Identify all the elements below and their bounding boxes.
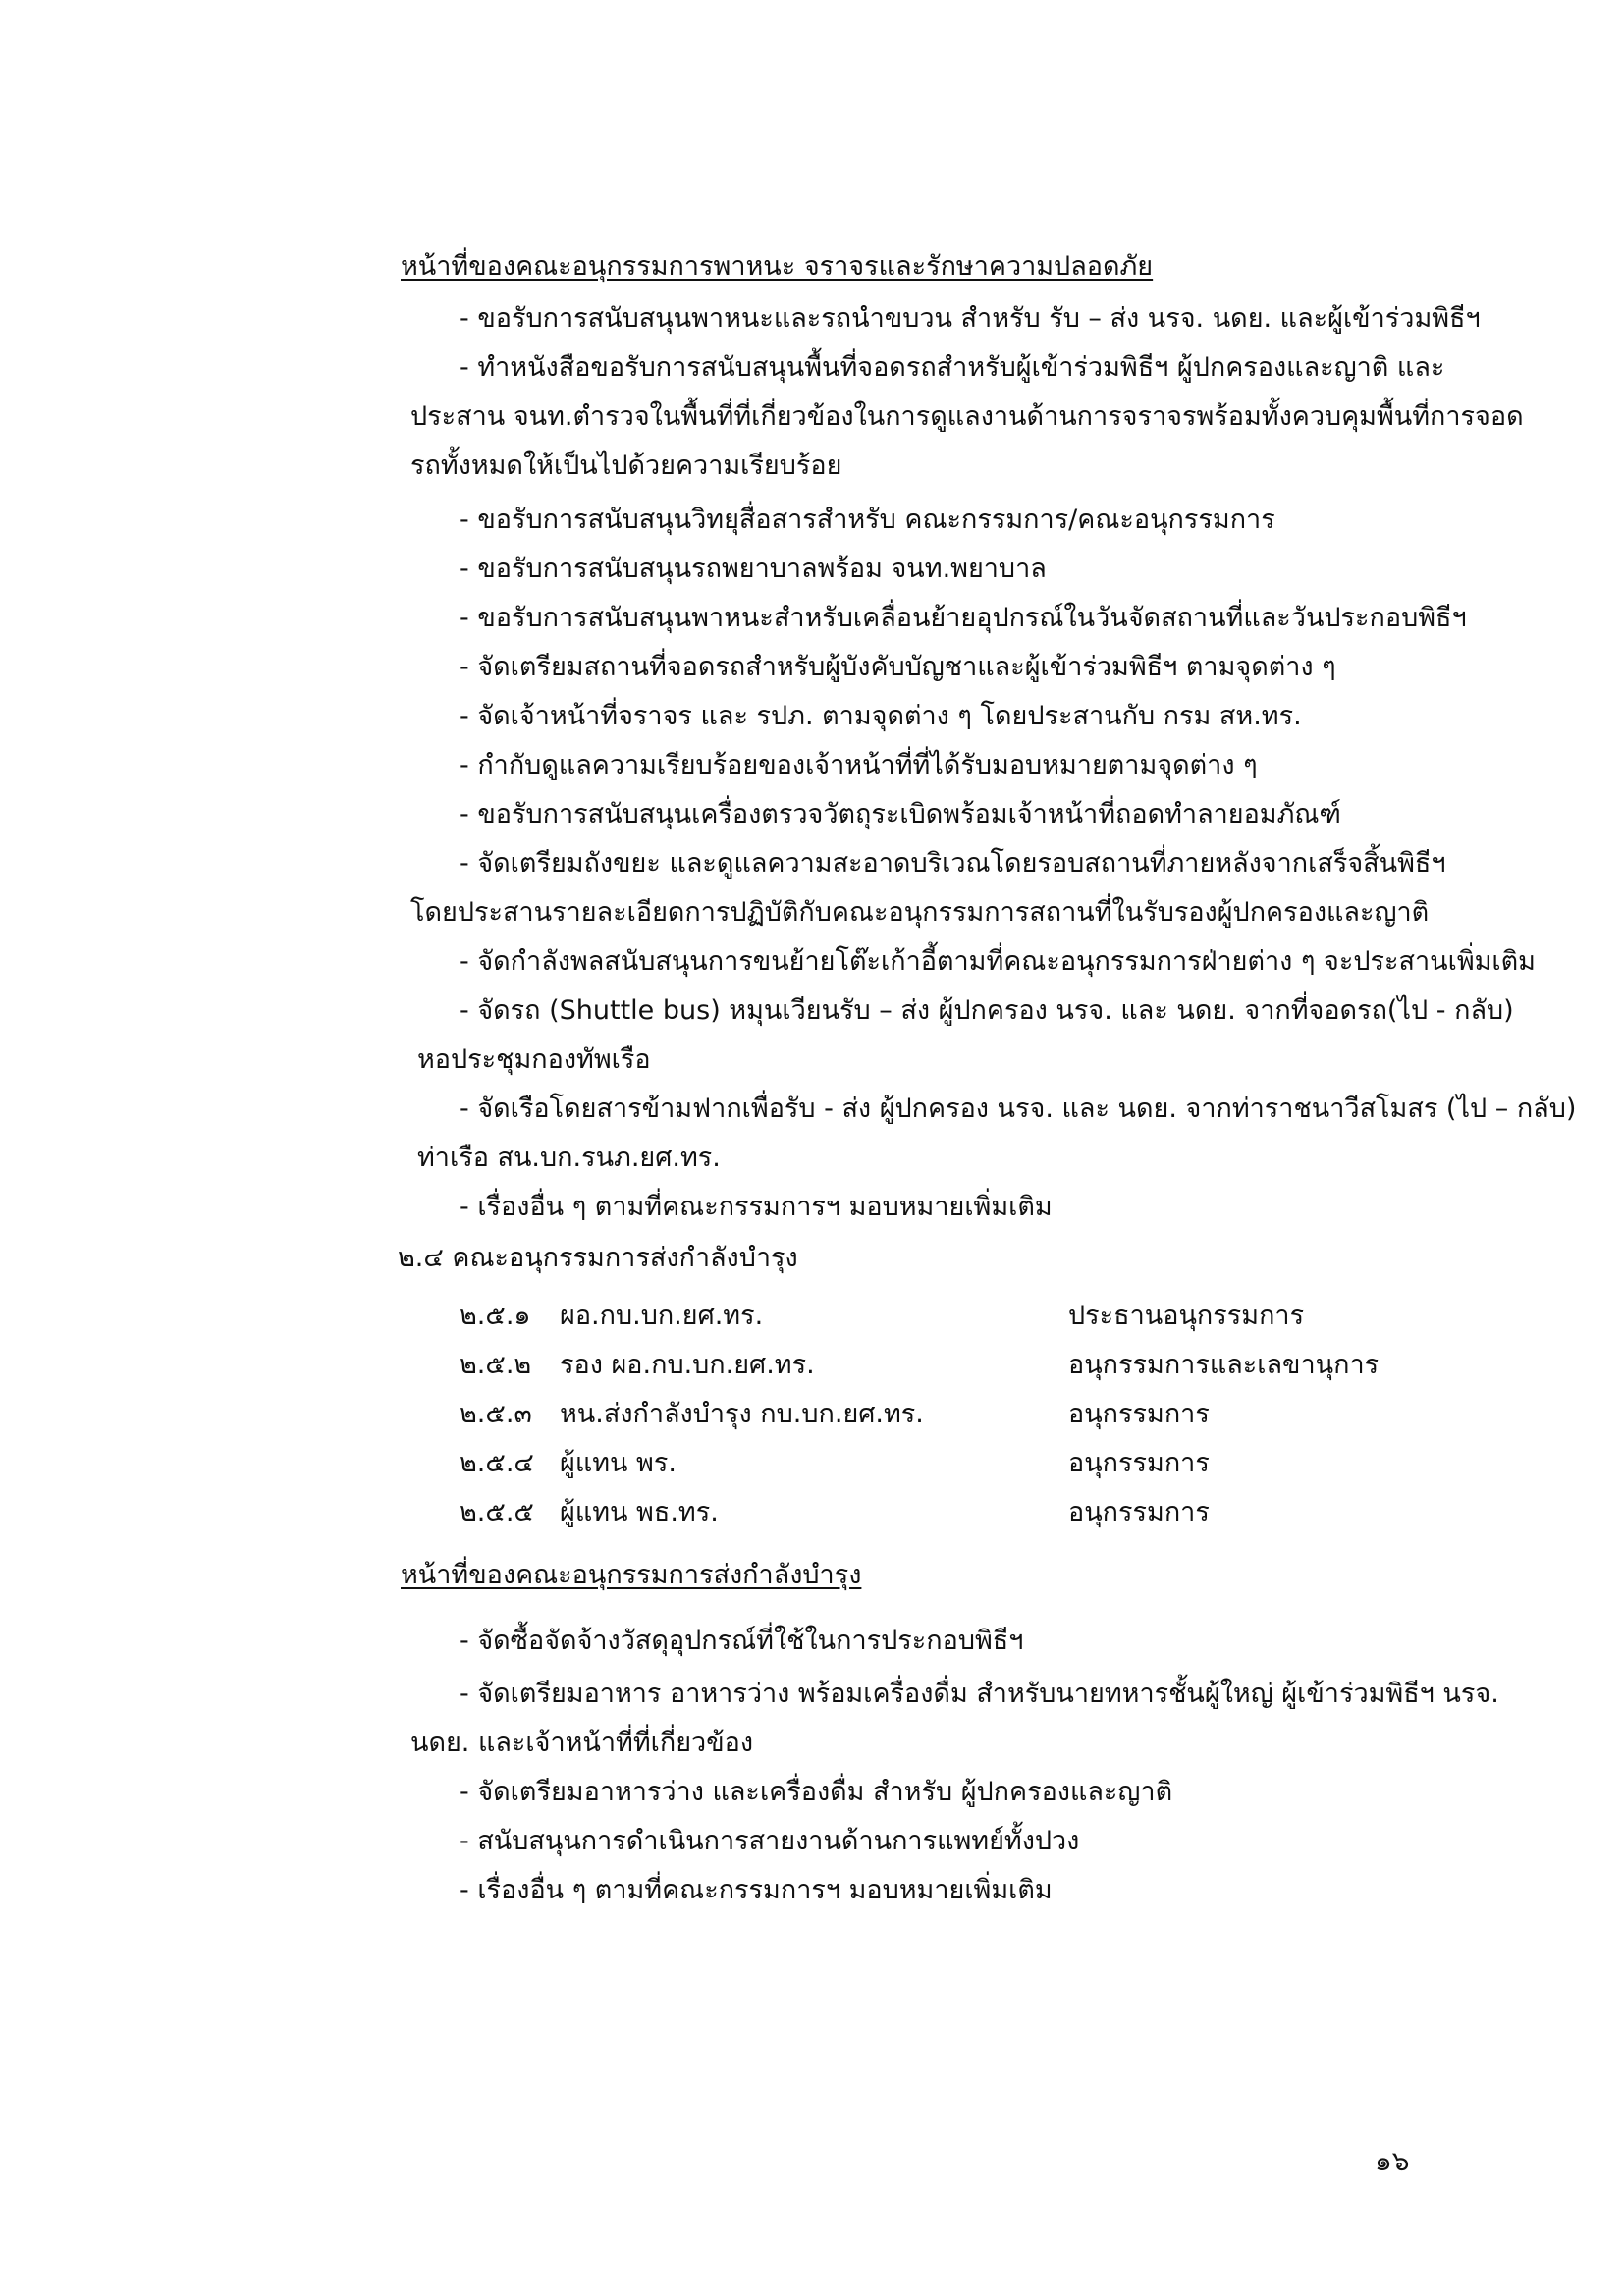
supply-duty-line: นดย. และเจ้าหน้าที่ที่เกี่ยวข้อง (410, 1728, 754, 1758)
transport-duty-line: - จัดเจ้าหน้าที่จราจร และ รปภ. ตามจุดต่าง ๆ โดยประสานกับ กรม สห.ทร. (460, 701, 1302, 731)
transport-duty-line: - ขอรับการสนับสนุนพาหนะและรถนำขบวน สำหรับ รับ – ส่ง นรจ. นดย. และผู้เข้าร่วมพิธีฯ (460, 303, 1481, 334)
supply-section-title: ๒.๔ คณะอนุกรรมการส่งกำลังบำรุง (398, 1243, 798, 1273)
member-number: ๒.๕.๔ (460, 1448, 534, 1478)
member-number: ๒.๕.๒ (460, 1350, 532, 1380)
transport-duty-line: - ขอรับการสนับสนุนพาหนะสำหรับเคลื่อนย้ายอุปกรณ์ในวันจัดสถานที่และวันประกอบพิธีฯ (460, 603, 1467, 633)
member-role: อนุกรรมการ (1068, 1497, 1210, 1527)
transport-duties-heading: หน้าที่ของคณะอนุกรรมการพาหนะ จราจรและรักษาความปลอดภัย (401, 251, 1154, 282)
transport-duty-line: - ขอรับการสนับสนุนเครื่องตรวจวัตถุระเบิดพร้อมเจ้าหน้าที่ถอดทำลายอมภัณฑ์ (460, 799, 1341, 829)
supply-duty-line: - เรื่องอื่น ๆ ตามที่คณะกรรมการฯ มอบหมายเพิ่มเติม (460, 1875, 1053, 1905)
transport-duty-line: ท่าเรือ สน.บก.รนภ.ยศ.ทร. (417, 1143, 721, 1173)
member-number: ๒.๕.๓ (460, 1399, 532, 1429)
transport-duty-line: - จัดรถ (Shuttle bus) หมุนเวียนรับ – ส่ง ผู้ปกครอง นรจ. และ นดย. จากที่จอดรถ(ไป - กลับ) (460, 995, 1514, 1026)
page-number: ๑๖ (1375, 2145, 1410, 2177)
member-name: ผู้แทน พร. (560, 1448, 677, 1478)
member-name: หน.ส่งกำลังบำรุง กบ.บก.ยศ.ทร. (560, 1399, 924, 1429)
transport-duty-line: หอประชุมกองทัพเรือ (417, 1044, 651, 1075)
supply-duty-line: - จัดซื้อจัดจ้างวัสดุอุปกรณ์ที่ใช้ในการประกอบพิธีฯ (460, 1626, 1024, 1656)
member-role: อนุกรรมการ (1068, 1399, 1210, 1429)
member-role: ประธานอนุกรรมการ (1068, 1301, 1305, 1331)
transport-duty-line: - จัดเตรียมสถานที่จอดรถสำหรับผู้บังคับบัญชาและผู้เข้าร่วมพิธีฯ ตามจุดต่าง ๆ (460, 652, 1336, 682)
transport-duty-line: รถทั้งหมดให้เป็นไปด้วยความเรียบร้อย (410, 451, 842, 481)
transport-duty-line: - จัดเรือโดยสารข้ามฟากเพื่อรับ - ส่ง ผู้ปกครอง นรจ. และ นดย. จากท่าราชนาวีสโมสร (ไป – กลับ) (460, 1094, 1577, 1124)
supply-duty-line: - จัดเตรียมอาหารว่าง และเครื่องดื่ม สำหรับ ผู้ปกครองและญาติ (460, 1777, 1173, 1807)
transport-duty-line: - จัดเตรียมถังขยะ และดูแลความสะอาดบริเวณโดยรอบสถานที่ภายหลังจากเสร็จสิ้นพิธีฯ (460, 848, 1446, 879)
member-number: ๒.๕.๑ (460, 1301, 531, 1331)
transport-duty-line: - ทำหนังสือขอรับการสนับสนุนพื้นที่จอดรถสำหรับผู้เข้าร่วมพิธีฯ ผู้ปกครองและญาติ และ (460, 352, 1445, 383)
member-role: อนุกรรมการ (1068, 1448, 1210, 1478)
supply-duty-line: - จัดเตรียมอาหาร อาหารว่าง พร้อมเครื่องดื่ม สำหรับนายทหารชั้นผู้ใหญ่ ผู้เข้าร่วมพิธีฯ นรจ. (460, 1679, 1499, 1709)
transport-duty-line: โดยประสานรายละเอียดการปฏิบัติกับคณะอนุกรรมการสถานที่ในรับรองผู้ปกครองและญาติ (410, 897, 1430, 928)
member-number: ๒.๕.๕ (460, 1497, 534, 1527)
transport-duty-line: - ขอรับการสนับสนุนรถพยาบาลพร้อม จนท.พยาบาล (460, 554, 1047, 584)
supply-duty-line: - สนับสนุนการดำเนินการสายงานด้านการแพทย์ทั้งปวง (460, 1826, 1080, 1856)
transport-duty-line: ประสาน จนท.ตำรวจในพื้นที่ที่เกี่ยวข้องในการดูแลงานด้านการจราจรพร้อมทั้งควบคุมพื้นที่การจอด (410, 401, 1524, 432)
transport-duty-line: - เรื่องอื่น ๆ ตามที่คณะกรรมการฯ มอบหมายเพิ่มเติม (460, 1192, 1053, 1222)
member-name: รอง ผอ.กบ.บก.ยศ.ทร. (560, 1350, 815, 1380)
member-role: อนุกรรมการและเลขานุการ (1068, 1350, 1380, 1380)
transport-duty-line: - จัดกำลังพลสนับสนุนการขนย้ายโต๊ะเก้าอี้ตามที่คณะอนุกรรมการฝ่ายต่าง ๆ จะประสานเพิ่มเติม (460, 946, 1536, 977)
member-name: ผู้แทน พธ.ทร. (560, 1497, 719, 1527)
transport-duty-line: - ขอรับการสนับสนุนวิทยุสื่อสารสำหรับ คณะกรรมการ/คณะอนุกรรมการ (460, 505, 1275, 535)
supply-duties-heading: หน้าที่ของคณะอนุกรรมการส่งกำลังบำรุง (401, 1560, 862, 1590)
member-name: ผอ.กบ.บก.ยศ.ทร. (560, 1301, 764, 1331)
transport-duty-line: - กำกับดูแลความเรียบร้อยของเจ้าหน้าที่ที่ได้รับมอบหมายตามจุดต่าง ๆ (460, 750, 1258, 780)
